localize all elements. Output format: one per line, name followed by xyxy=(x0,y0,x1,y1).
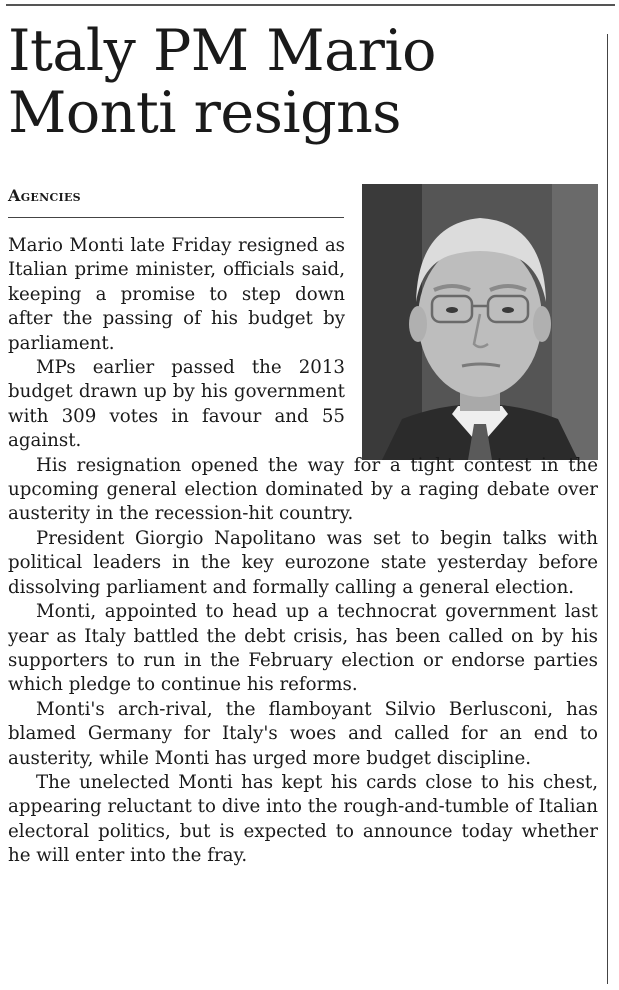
byline-rule xyxy=(8,217,344,218)
byline: Agencies xyxy=(8,186,81,205)
top-rule xyxy=(6,4,615,6)
column-rule xyxy=(607,34,608,984)
article-paragraph: His resignation opened the way for a tight contest in the upcoming general election dominated by a raging debate over austerity in the recession-hit country. xyxy=(8,454,598,525)
article-paragraph: Mario Monti late Friday resigned as Italian prime minister, officials said, keeping a promise to step down after the passing of his budget by parliament. xyxy=(8,235,345,354)
article-body xyxy=(8,234,598,869)
article-paragraph: Monti, appointed to head up a technocrat government last year as Italy battled the debt crisis, has been called on by his supporters to run in the February election or endorse parties which pledge to continue his reforms. xyxy=(8,601,598,696)
article-paragraph: The unelected Monti has kept his cards close to his chest, appearing reluctant to dive into the rough-and-tumble of Italian electoral politics, but is expected to announce today whether he will enter into the fray. xyxy=(8,771,598,867)
headline: Italy PM Mario Monti resigns xyxy=(8,18,436,146)
article-paragraph: Monti's arch-rival, the flamboyant Silvio Berlusconi, has blamed Germany for Italy's woes and called for an end to austerity, while Monti has urged more budget discipline. xyxy=(8,698,598,769)
article-paragraph: MPs earlier passed the 2013 budget drawn up by his government with 309 votes in favour and 55 against. xyxy=(8,357,345,452)
article-paragraph: President Giorgio Napolitano was set to begin talks with political leaders in the key eurozone state yesterday before dissolving parliament and formally calling a general election. xyxy=(8,527,598,598)
